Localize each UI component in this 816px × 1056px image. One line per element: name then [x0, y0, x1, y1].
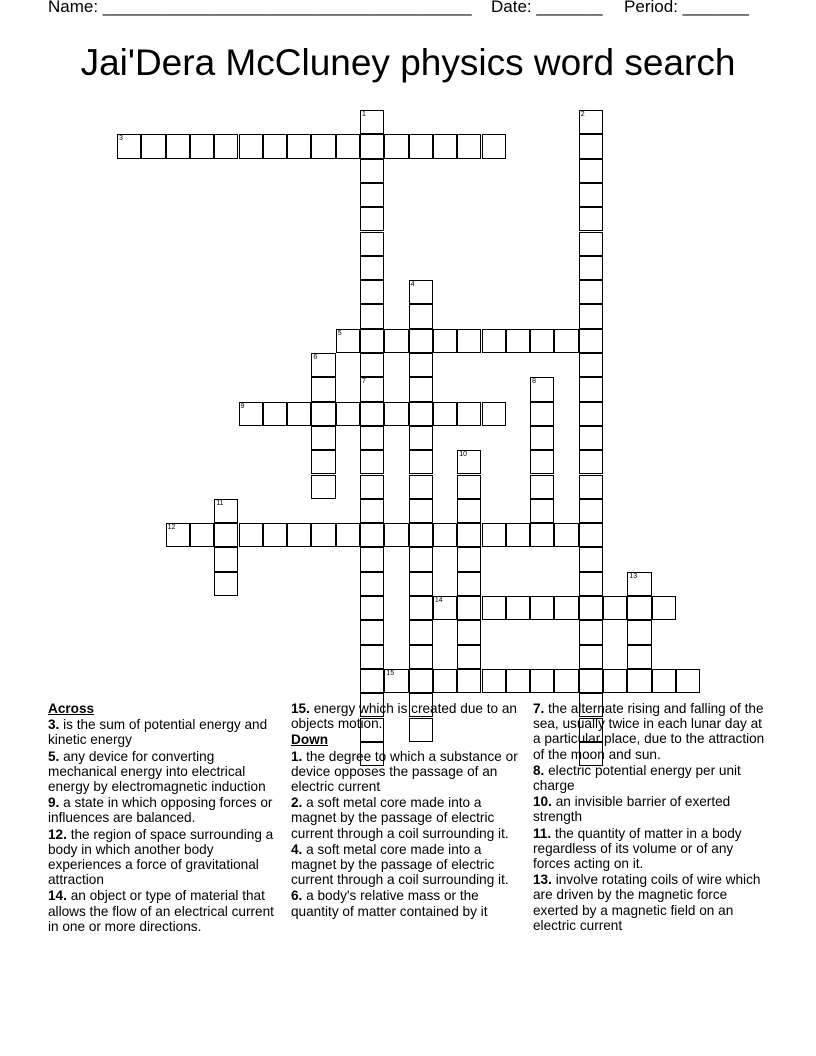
grid-cell[interactable] [360, 207, 384, 231]
grid-cell[interactable] [433, 669, 457, 693]
grid-cell[interactable] [579, 353, 603, 377]
clue-number: 9 [240, 402, 245, 410]
grid-cell[interactable] [117, 134, 141, 158]
grid-cell[interactable] [409, 475, 433, 499]
grid-cell[interactable] [676, 669, 700, 693]
grid-cell[interactable] [360, 256, 384, 280]
grid-cell[interactable] [579, 304, 603, 328]
clue-across-12: 12. the region of space surrounding a body in which another body experiences a force of gravitational attraction [48, 826, 274, 888]
clue-number: 11 [216, 499, 224, 507]
clue-number: 7 [362, 378, 366, 386]
grid-cell[interactable] [263, 402, 287, 426]
grid-cell[interactable] [409, 329, 433, 353]
grid-cell[interactable] [360, 134, 384, 158]
grid-cell[interactable] [409, 596, 433, 620]
grid-cell[interactable] [457, 499, 481, 523]
grid-cell[interactable] [360, 450, 384, 474]
grid-cell[interactable] [579, 280, 603, 304]
grid-cell[interactable] [166, 523, 190, 547]
grid-cell[interactable] [311, 523, 335, 547]
grid-cell[interactable] [360, 523, 384, 547]
grid-cell[interactable] [579, 110, 603, 134]
grid-cell[interactable] [530, 669, 554, 693]
grid-cell[interactable] [579, 232, 603, 256]
grid-cell[interactable] [579, 256, 603, 280]
clues-column-1 [48, 701, 282, 935]
clue-down-8: 8. electric potential energy per unit charge [533, 762, 741, 794]
clue-across-14: 14. an object or type of material that allows the flow of an electrical current in one or more directions. [48, 888, 274, 934]
grid-cell[interactable] [360, 645, 384, 669]
clue-across-3: 3. is the sum of potential energy and kinetic energy [48, 717, 268, 748]
grid-cell[interactable] [530, 402, 554, 426]
grid-cell[interactable] [457, 134, 481, 158]
grid-cell[interactable] [409, 620, 433, 644]
grid-cell[interactable] [409, 523, 433, 547]
grid-cell[interactable] [360, 159, 384, 183]
grid-cell[interactable] [287, 134, 311, 158]
grid-cell[interactable] [579, 134, 603, 158]
grid-cell[interactable] [239, 402, 263, 426]
grid-cell[interactable] [311, 475, 335, 499]
grid-cell[interactable] [360, 353, 384, 377]
clues-column-3 [533, 701, 767, 934]
grid-cell[interactable] [287, 523, 311, 547]
grid-cell[interactable] [360, 304, 384, 328]
grid-cell[interactable] [311, 134, 335, 158]
grid-cell[interactable] [627, 572, 651, 596]
name-line[interactable]: _______________________________________ [102, 0, 472, 16]
clue-down-7: 7. the alternate rising and falling of the sea, usually twice in each lunar day at a particular place, due to the attraction of the moon and sun. [533, 701, 765, 762]
grid-cell[interactable] [579, 596, 603, 620]
grid-cell[interactable] [627, 596, 651, 620]
clue-down-11: 11. the quantity of matter in a body regardless of its volume or of any forces acting on it. [533, 825, 742, 872]
grid-cell[interactable] [579, 402, 603, 426]
clue-number: 13 [629, 572, 638, 580]
grid-cell[interactable] [457, 329, 481, 353]
grid-cell[interactable] [166, 134, 190, 158]
grid-cell[interactable] [652, 669, 676, 693]
grid-cell[interactable] [579, 475, 603, 499]
grid-cell[interactable] [214, 523, 238, 547]
grid-cell[interactable] [457, 669, 481, 693]
grid-cell[interactable] [336, 523, 360, 547]
grid-cell[interactable] [482, 402, 506, 426]
grid-cell[interactable] [579, 620, 603, 644]
clue-down-10: 10. an invisible barrier of exerted strength [533, 794, 731, 825]
grid-cell[interactable] [214, 134, 238, 158]
page-title: Jai'Dera McCluney physics word search [80, 42, 736, 83]
grid-cell[interactable] [336, 329, 360, 353]
grid-cell[interactable] [384, 669, 408, 693]
grid-cell[interactable] [530, 329, 554, 353]
grid-cell[interactable] [482, 523, 506, 547]
grid-cell[interactable] [409, 547, 433, 571]
grid-cell[interactable] [287, 402, 311, 426]
grid-cell[interactable] [530, 499, 554, 523]
grid-cell[interactable] [652, 596, 676, 620]
grid-cell[interactable] [506, 596, 530, 620]
grid-cell[interactable] [190, 523, 214, 547]
grid-cell[interactable] [482, 329, 506, 353]
grid-cell[interactable] [360, 402, 384, 426]
grid-cell[interactable] [530, 450, 554, 474]
grid-cell[interactable] [530, 426, 554, 450]
grid-cell[interactable] [554, 329, 578, 353]
grid-cell[interactable] [579, 499, 603, 523]
period-line[interactable]: _______ [682, 0, 749, 16]
grid-cell[interactable] [579, 426, 603, 450]
grid-cell[interactable] [482, 134, 506, 158]
grid-cell[interactable] [384, 134, 408, 158]
grid-cell[interactable] [409, 450, 433, 474]
grid-cell[interactable] [360, 620, 384, 644]
grid-cell[interactable] [214, 547, 238, 571]
grid-cell[interactable] [506, 329, 530, 353]
grid-cell[interactable] [263, 134, 287, 158]
grid-cell[interactable] [360, 280, 384, 304]
grid-cell[interactable] [579, 377, 603, 401]
grid-cell[interactable] [457, 645, 481, 669]
grid-cell[interactable] [263, 523, 287, 547]
grid-cell[interactable] [409, 669, 433, 693]
grid-cell[interactable] [311, 353, 335, 377]
grid-cell[interactable] [360, 572, 384, 596]
grid-cell[interactable] [384, 523, 408, 547]
clue-number: 15 [386, 669, 395, 677]
clue-number: 10 [459, 451, 467, 459]
grid-cell[interactable] [554, 669, 578, 693]
grid-cell[interactable] [409, 304, 433, 328]
period-label: Period: [624, 0, 678, 16]
grid-cell[interactable] [530, 596, 554, 620]
grid-cell[interactable] [627, 620, 651, 644]
grid-cell[interactable] [603, 669, 627, 693]
grid-cell[interactable] [336, 134, 360, 158]
clue-across-5: 5. any device for converting mechanical energy into electrical energy by electromagnetic induction [48, 748, 266, 795]
clue-number: 12 [167, 524, 176, 532]
grid-cell[interactable] [457, 523, 481, 547]
grid-cell[interactable] [190, 134, 214, 158]
clue-number: 3 [119, 135, 123, 143]
clue-number: 8 [532, 378, 536, 386]
grid-cell[interactable] [214, 572, 238, 596]
grid-cell[interactable] [409, 499, 433, 523]
grid-cell[interactable] [579, 183, 603, 207]
grid-cell[interactable] [360, 232, 384, 256]
grid-cell[interactable] [579, 450, 603, 474]
clue-number: 1 [362, 111, 366, 118]
grid-cell[interactable] [506, 523, 530, 547]
grid-cell[interactable] [360, 110, 384, 134]
clue-number: 4 [410, 281, 415, 289]
grid-cell[interactable] [530, 475, 554, 499]
grid-cell[interactable] [384, 402, 408, 426]
grid-cell[interactable] [457, 402, 481, 426]
grid-cell[interactable] [141, 134, 165, 158]
grid-cell[interactable] [457, 620, 481, 644]
grid-cell[interactable] [579, 207, 603, 231]
clue-number: 14 [434, 597, 443, 604]
grid-cell[interactable] [530, 377, 554, 401]
grid-cell[interactable] [409, 645, 433, 669]
clue-down-2: 2. a soft metal core made into a magnet by the passage of electric current through a coil surrounding it. [291, 795, 509, 841]
grid-cell[interactable] [311, 450, 335, 474]
grid-cell[interactable] [360, 499, 384, 523]
grid-cell[interactable] [311, 377, 335, 401]
date-label: Date: [491, 0, 532, 16]
grid-cell[interactable] [433, 134, 457, 158]
grid-cell[interactable] [360, 669, 384, 693]
grid-cell[interactable] [554, 523, 578, 547]
grid-cell[interactable] [360, 329, 384, 353]
clue-across-9: 9. a state in which opposing forces or influences are balanced. [48, 795, 273, 826]
down-heading: Down [291, 732, 328, 748]
grid-cell[interactable] [579, 547, 603, 571]
grid-cell[interactable] [409, 134, 433, 158]
grid-cell[interactable] [311, 426, 335, 450]
clue-down-6: 6. a body's relative mass or the quantity of matter contained by it [291, 888, 488, 919]
grid-cell[interactable] [214, 499, 238, 523]
grid-cell[interactable] [239, 134, 263, 158]
grid-cell[interactable] [360, 547, 384, 571]
grid-cell[interactable] [579, 645, 603, 669]
grid-cell[interactable] [579, 329, 603, 353]
clue-number: 6 [313, 354, 318, 361]
grid-cell[interactable] [579, 572, 603, 596]
grid-cell[interactable] [579, 159, 603, 183]
date-line[interactable]: _______ [536, 0, 603, 16]
grid-cell[interactable] [530, 523, 554, 547]
grid-cell[interactable] [482, 669, 506, 693]
grid-cell[interactable] [457, 596, 481, 620]
clue-number: 5 [337, 329, 342, 337]
grid-cell[interactable] [433, 329, 457, 353]
grid-cell[interactable] [627, 645, 651, 669]
grid-cell[interactable] [627, 669, 651, 693]
grid-cell[interactable] [579, 523, 603, 547]
grid-cell[interactable] [409, 280, 433, 304]
name-label: Name: [48, 0, 99, 16]
grid-cell[interactable] [360, 426, 384, 450]
grid-cell[interactable] [433, 523, 457, 547]
grid-cell[interactable] [239, 523, 263, 547]
grid-cell[interactable] [457, 450, 481, 474]
grid-cell[interactable] [433, 596, 457, 620]
grid-cell[interactable] [409, 426, 433, 450]
clues-column-2 [291, 701, 525, 920]
grid-cell[interactable] [311, 402, 335, 426]
grid-cell[interactable] [360, 183, 384, 207]
clue-across-15: 15. energy which is created due to an objects motion. [291, 701, 517, 732]
grid-cell[interactable] [360, 475, 384, 499]
grid-cell[interactable] [409, 377, 433, 401]
grid-cell[interactable] [336, 402, 360, 426]
grid-cell[interactable] [579, 669, 603, 693]
grid-cell[interactable] [457, 547, 481, 571]
grid-cell[interactable] [433, 402, 457, 426]
clue-down-4: 4. a soft metal core made into a magnet by the passage of electric current through a coil surrounding it. [291, 841, 509, 888]
grid-cell[interactable] [457, 572, 481, 596]
grid-cell[interactable] [384, 329, 408, 353]
grid-cell[interactable] [457, 475, 481, 499]
grid-cell[interactable] [482, 596, 506, 620]
grid-cell[interactable] [409, 353, 433, 377]
grid-cell[interactable] [409, 402, 433, 426]
grid-cell[interactable] [506, 669, 530, 693]
grid-cell[interactable] [360, 377, 384, 401]
grid-cell[interactable] [554, 596, 578, 620]
clue-down-1: 1. the degree to which a substance or device opposes the passage of an electric current [291, 748, 518, 795]
clue-down-13: 13. involve rotating coils of wire which are driven by the magnetic force exerted by a magnetic field on an electric current [533, 872, 761, 933]
across-heading: Across [48, 701, 95, 716]
grid-cell[interactable] [603, 596, 627, 620]
grid-cell[interactable] [409, 572, 433, 596]
clue-number: 2 [580, 111, 585, 118]
grid-cell[interactable] [360, 596, 384, 620]
